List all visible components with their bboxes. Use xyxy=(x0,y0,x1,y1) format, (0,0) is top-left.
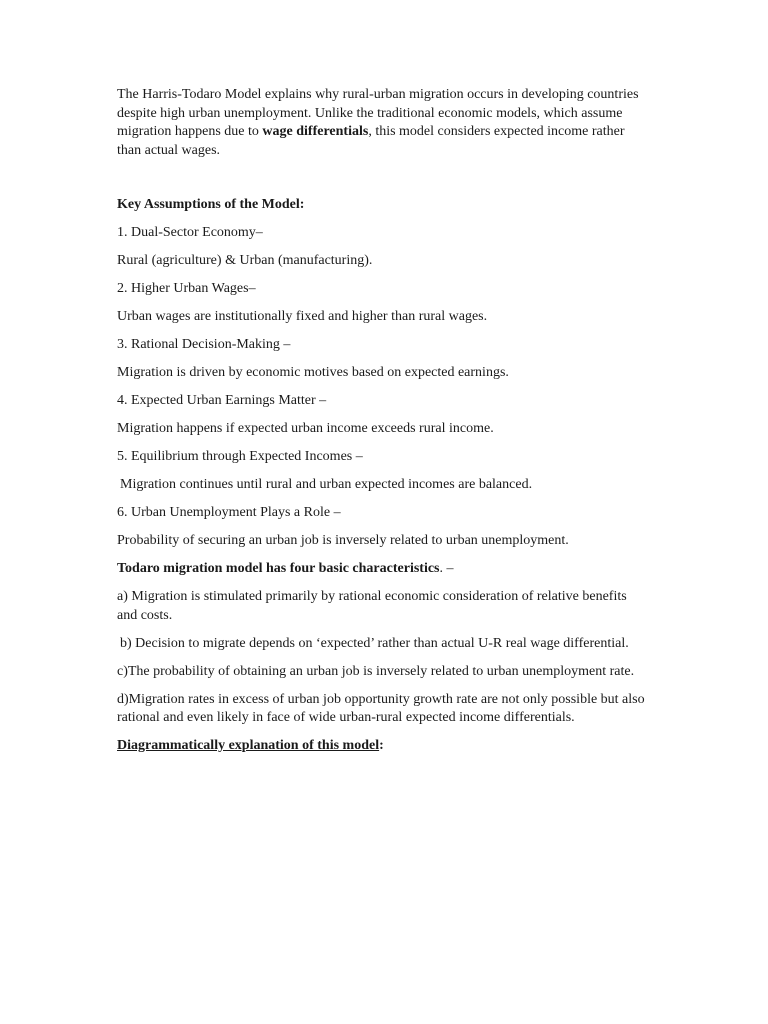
characteristic-a: a) Migration is stimulated primarily by rational economic consideration of relative benefits and costs. xyxy=(117,589,627,623)
characteristics-heading-bold: Todaro migration model has four basic characteristics xyxy=(117,561,440,576)
diagram-heading xyxy=(117,737,647,756)
assumption-4-desc: Migration happens if expected urban income exceeds rural income. xyxy=(117,421,494,436)
diagram-heading-text: Diagrammatically explanation of this model xyxy=(117,738,380,753)
intro-text-part2: , this model considers expected income rather than actual wages. xyxy=(117,124,625,158)
diagram-heading-colon: : xyxy=(379,738,384,753)
assumption-1-title: 1. Dual-Sector Economy– xyxy=(117,225,263,240)
intro-text-part1: The Harris-Todaro Model explains why rural-urban migration occurs in developing countries despite high urban unemployment. Unlike the traditional economic models, which assume migration happens due to xyxy=(117,87,639,139)
characteristic-b: b) Decision to migrate depends on ‘expected’ rather than actual U-R real wage differential. xyxy=(120,635,629,651)
assumption-5-title: 5. Equilibrium through Expected Incomes – xyxy=(117,449,363,464)
intro-paragraph xyxy=(117,86,647,160)
document-page xyxy=(117,86,647,765)
characteristic-d: d)Migration rates in excess of urban job opportunity growth rate are not only possible but also rational and even likely in face of wide urban-rural expected income differentials. xyxy=(117,691,645,725)
assumption-4-title: 4. Expected Urban Earnings Matter – xyxy=(117,393,327,408)
assumption-2-desc: Urban wages are institutionally fixed and higher than rural wages. xyxy=(117,309,488,324)
assumption-3-title: 3. Rational Decision-Making – xyxy=(117,337,291,352)
assumption-3-desc: Migration is driven by economic motives based on expected earnings. xyxy=(117,365,509,380)
assumption-5-desc: Migration continues until rural and urban expected incomes are balanced. xyxy=(120,477,533,492)
assumption-1-desc: Rural (agriculture) & Urban (manufacturing). xyxy=(117,253,373,268)
intro-bold-term: wage differentials xyxy=(262,124,369,139)
characteristic-c: c)The probability of obtaining an urban job is inversely related to urban unemployment rate. xyxy=(117,663,635,679)
assumptions-heading: Key Assumptions of the Model: xyxy=(117,197,305,212)
assumption-6-desc: Probability of securing an urban job is inversely related to urban unemployment. xyxy=(117,533,569,548)
characteristics-heading-rest: . – xyxy=(439,561,454,576)
assumption-6-title: 6. Urban Unemployment Plays a Role – xyxy=(117,505,341,520)
characteristics-heading xyxy=(117,560,647,579)
assumption-2-title: 2. Higher Urban Wages– xyxy=(117,281,256,296)
